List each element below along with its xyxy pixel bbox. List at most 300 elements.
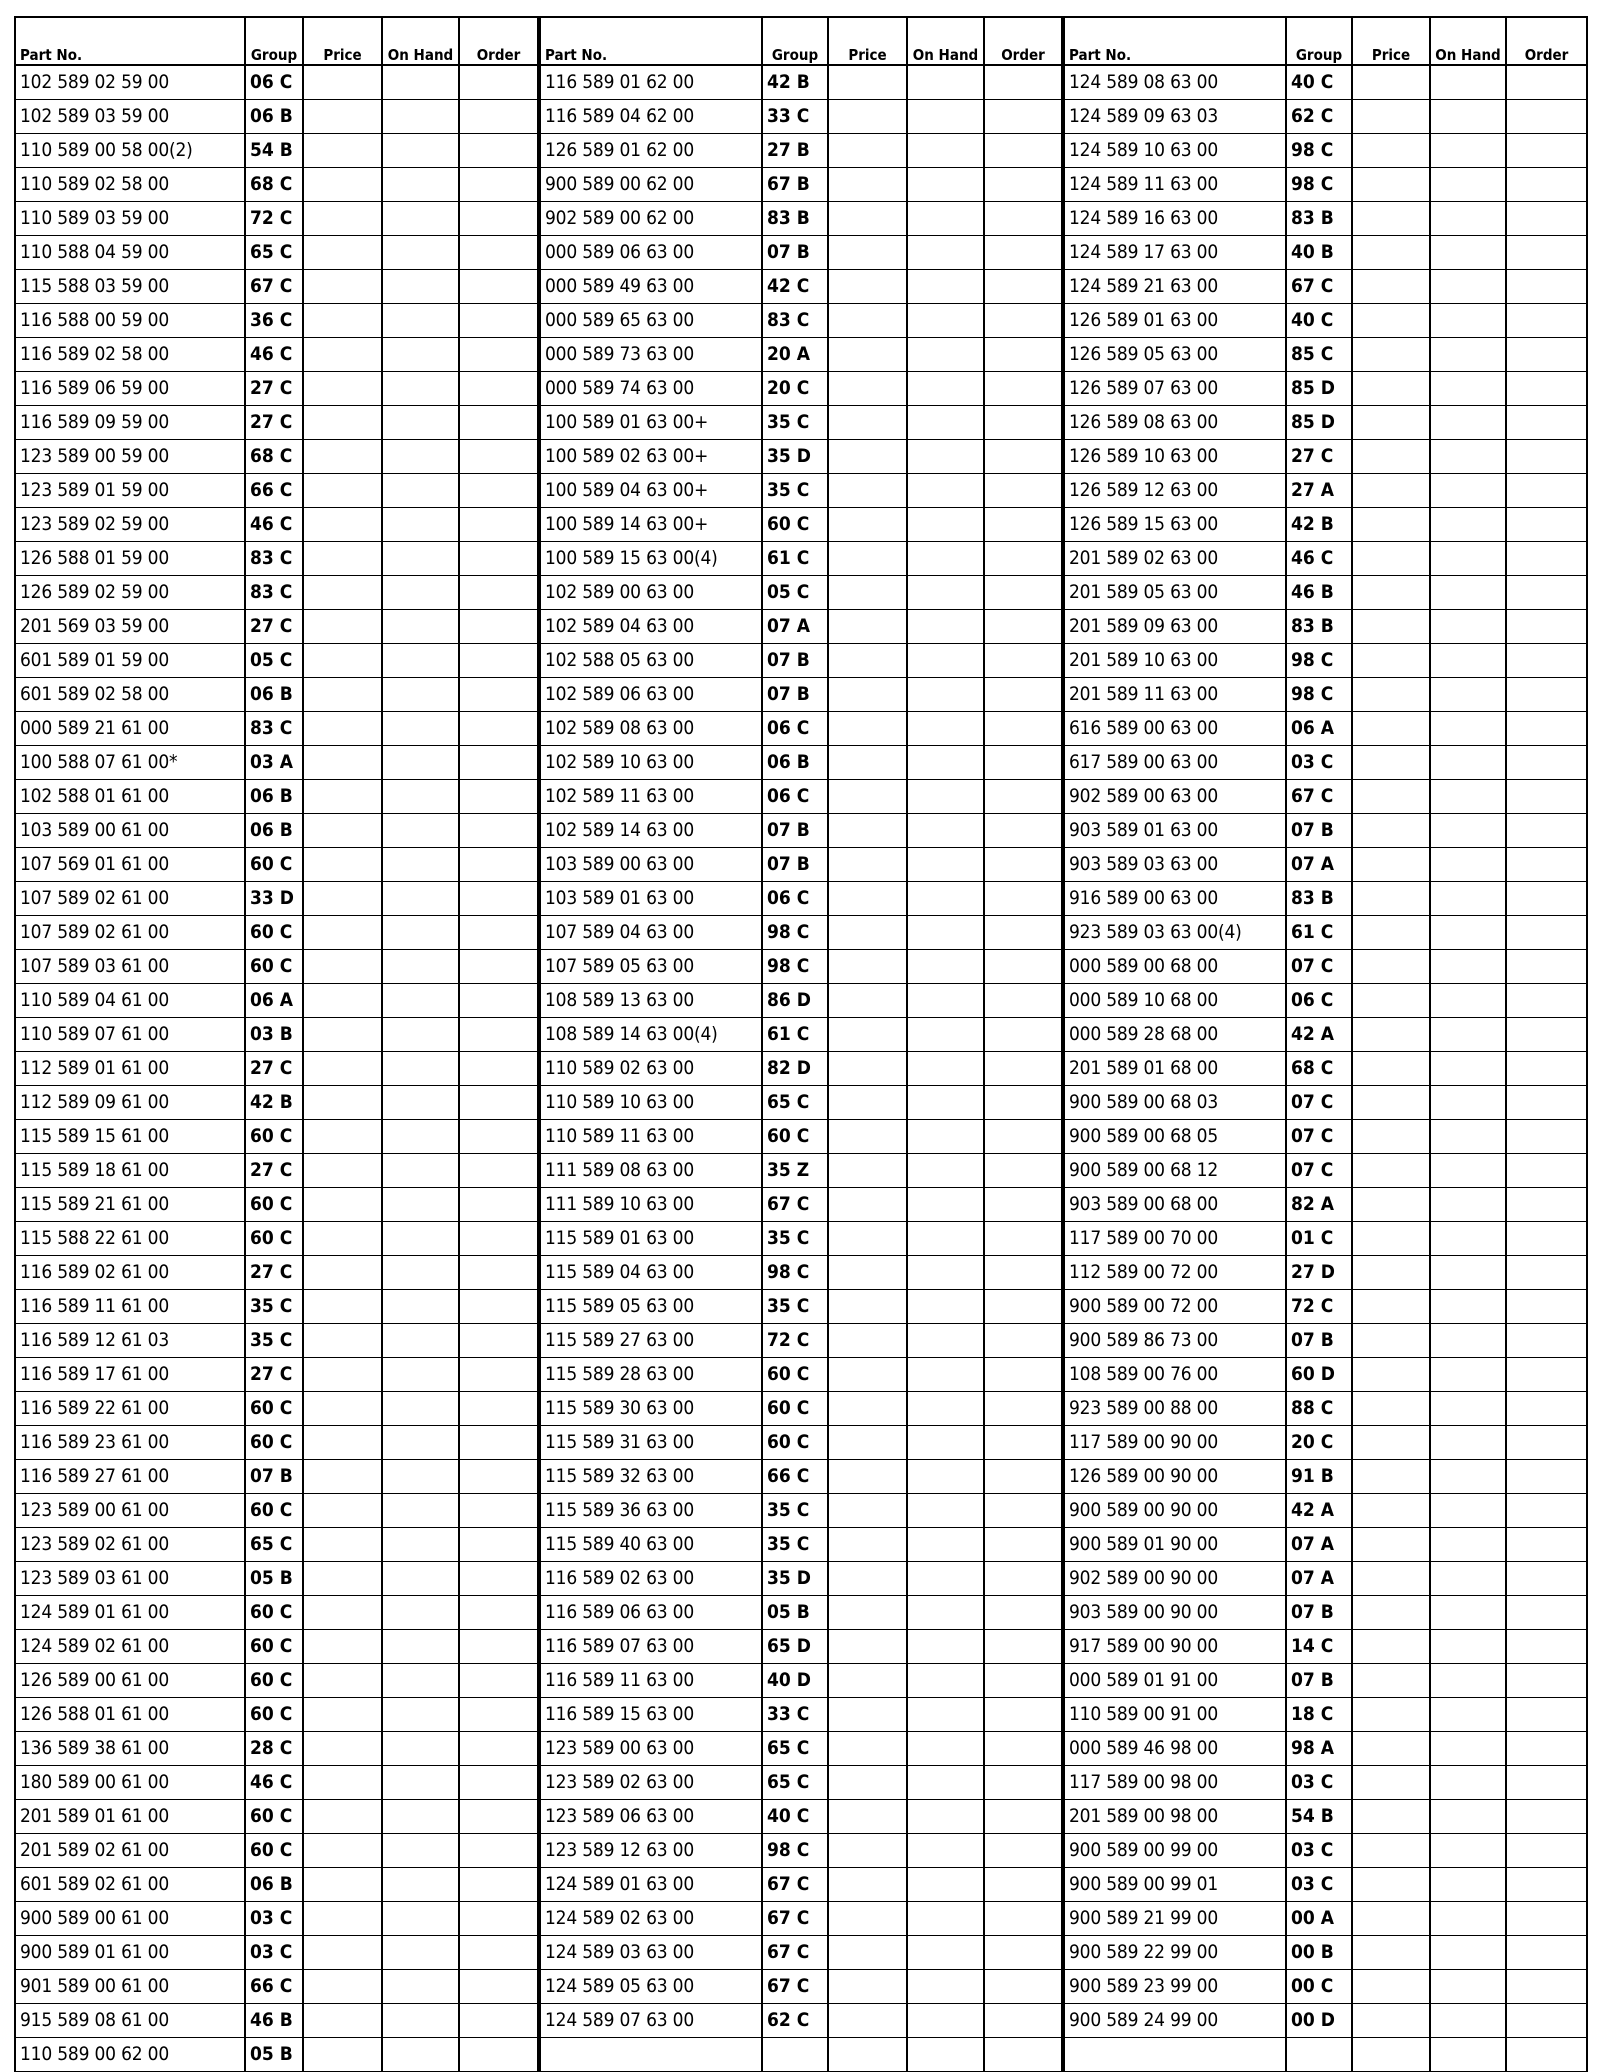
- on-hand-cell[interactable]: [382, 168, 459, 202]
- price-cell[interactable]: [1352, 814, 1430, 848]
- price-cell[interactable]: [828, 882, 907, 916]
- on-hand-cell[interactable]: [907, 1800, 984, 1834]
- on-hand-cell[interactable]: [382, 746, 459, 780]
- on-hand-cell[interactable]: [382, 1528, 459, 1562]
- on-hand-cell[interactable]: [907, 1970, 984, 2004]
- order-cell[interactable]: [459, 984, 538, 1018]
- on-hand-cell[interactable]: [907, 746, 984, 780]
- order-cell[interactable]: [984, 1358, 1062, 1392]
- order-cell[interactable]: [459, 916, 538, 950]
- on-hand-cell[interactable]: [382, 65, 459, 100]
- on-hand-cell[interactable]: [382, 270, 459, 304]
- order-cell[interactable]: [1506, 1868, 1587, 1902]
- order-cell[interactable]: [459, 134, 538, 168]
- on-hand-cell[interactable]: [907, 1766, 984, 1800]
- on-hand-cell[interactable]: [382, 1052, 459, 1086]
- order-cell[interactable]: [984, 1052, 1062, 1086]
- price-cell[interactable]: [1352, 780, 1430, 814]
- on-hand-cell[interactable]: [1430, 916, 1506, 950]
- order-cell[interactable]: [459, 1732, 538, 1766]
- price-cell[interactable]: [828, 678, 907, 712]
- on-hand-cell[interactable]: [907, 1256, 984, 1290]
- price-cell[interactable]: [1352, 2038, 1430, 2072]
- order-cell[interactable]: [1506, 202, 1587, 236]
- on-hand-cell[interactable]: [382, 1834, 459, 1868]
- price-cell[interactable]: [828, 406, 907, 440]
- price-cell[interactable]: [828, 1052, 907, 1086]
- on-hand-cell[interactable]: [907, 984, 984, 1018]
- order-cell[interactable]: [1506, 1494, 1587, 1528]
- on-hand-cell[interactable]: [382, 1494, 459, 1528]
- order-cell[interactable]: [984, 610, 1062, 644]
- order-cell[interactable]: [1506, 440, 1587, 474]
- order-cell[interactable]: [984, 440, 1062, 474]
- on-hand-cell[interactable]: [1430, 780, 1506, 814]
- price-cell[interactable]: [828, 1562, 907, 1596]
- on-hand-cell[interactable]: [1430, 1868, 1506, 1902]
- order-cell[interactable]: [1506, 712, 1587, 746]
- price-cell[interactable]: [303, 168, 382, 202]
- order-cell[interactable]: [459, 1834, 538, 1868]
- on-hand-cell[interactable]: [1430, 1630, 1506, 1664]
- price-cell[interactable]: [303, 1358, 382, 1392]
- order-cell[interactable]: [984, 1392, 1062, 1426]
- price-cell[interactable]: [303, 1868, 382, 1902]
- price-cell[interactable]: [303, 1154, 382, 1188]
- on-hand-cell[interactable]: [382, 100, 459, 134]
- price-cell[interactable]: [303, 65, 382, 100]
- order-cell[interactable]: [984, 1630, 1062, 1664]
- order-cell[interactable]: [459, 712, 538, 746]
- price-cell[interactable]: [828, 576, 907, 610]
- price-cell[interactable]: [303, 916, 382, 950]
- order-cell[interactable]: [1506, 916, 1587, 950]
- order-cell[interactable]: [459, 1868, 538, 1902]
- price-cell[interactable]: [1352, 372, 1430, 406]
- price-cell[interactable]: [828, 1766, 907, 1800]
- price-cell[interactable]: [828, 1664, 907, 1698]
- on-hand-cell[interactable]: [1430, 304, 1506, 338]
- on-hand-cell[interactable]: [1430, 1460, 1506, 1494]
- on-hand-cell[interactable]: [382, 1596, 459, 1630]
- price-cell[interactable]: [1352, 1698, 1430, 1732]
- order-cell[interactable]: [1506, 542, 1587, 576]
- on-hand-cell[interactable]: [1430, 1324, 1506, 1358]
- order-cell[interactable]: [984, 65, 1062, 100]
- price-cell[interactable]: [1352, 950, 1430, 984]
- on-hand-cell[interactable]: [382, 1970, 459, 2004]
- on-hand-cell[interactable]: [382, 1256, 459, 1290]
- order-cell[interactable]: [459, 1154, 538, 1188]
- price-cell[interactable]: [303, 1494, 382, 1528]
- order-cell[interactable]: [984, 1868, 1062, 1902]
- on-hand-cell[interactable]: [1430, 1154, 1506, 1188]
- price-cell[interactable]: [828, 950, 907, 984]
- on-hand-cell[interactable]: [1430, 1222, 1506, 1256]
- on-hand-cell[interactable]: [1430, 542, 1506, 576]
- order-cell[interactable]: [459, 1392, 538, 1426]
- price-cell[interactable]: [1352, 1188, 1430, 1222]
- order-cell[interactable]: [984, 1324, 1062, 1358]
- on-hand-cell[interactable]: [382, 780, 459, 814]
- price-cell[interactable]: [828, 100, 907, 134]
- order-cell[interactable]: [1506, 882, 1587, 916]
- price-cell[interactable]: [828, 304, 907, 338]
- price-cell[interactable]: [303, 1256, 382, 1290]
- price-cell[interactable]: [828, 1154, 907, 1188]
- price-cell[interactable]: [303, 1018, 382, 1052]
- order-cell[interactable]: [984, 1188, 1062, 1222]
- order-cell[interactable]: [984, 338, 1062, 372]
- price-cell[interactable]: [303, 100, 382, 134]
- order-cell[interactable]: [459, 780, 538, 814]
- on-hand-cell[interactable]: [382, 1290, 459, 1324]
- on-hand-cell[interactable]: [907, 678, 984, 712]
- price-cell[interactable]: [1352, 65, 1430, 100]
- order-cell[interactable]: [984, 1086, 1062, 1120]
- on-hand-cell[interactable]: [382, 848, 459, 882]
- order-cell[interactable]: [1506, 746, 1587, 780]
- price-cell[interactable]: [303, 678, 382, 712]
- order-cell[interactable]: [459, 65, 538, 100]
- on-hand-cell[interactable]: [907, 712, 984, 746]
- order-cell[interactable]: [1506, 1018, 1587, 1052]
- order-cell[interactable]: [459, 542, 538, 576]
- price-cell[interactable]: [828, 712, 907, 746]
- order-cell[interactable]: [459, 814, 538, 848]
- on-hand-cell[interactable]: [907, 1698, 984, 1732]
- price-cell[interactable]: [303, 1188, 382, 1222]
- price-cell[interactable]: [303, 1392, 382, 1426]
- on-hand-cell[interactable]: [382, 1018, 459, 1052]
- price-cell[interactable]: [303, 1562, 382, 1596]
- price-cell[interactable]: [828, 134, 907, 168]
- price-cell[interactable]: [1352, 1018, 1430, 1052]
- price-cell[interactable]: [303, 1834, 382, 1868]
- order-cell[interactable]: [459, 1120, 538, 1154]
- on-hand-cell[interactable]: [1430, 814, 1506, 848]
- on-hand-cell[interactable]: [907, 168, 984, 202]
- on-hand-cell[interactable]: [907, 1086, 984, 1120]
- on-hand-cell[interactable]: [907, 236, 984, 270]
- order-cell[interactable]: [459, 1358, 538, 1392]
- on-hand-cell[interactable]: [1430, 1970, 1506, 2004]
- order-cell[interactable]: [1506, 1426, 1587, 1460]
- on-hand-cell[interactable]: [1430, 1494, 1506, 1528]
- order-cell[interactable]: [984, 542, 1062, 576]
- price-cell[interactable]: [828, 1324, 907, 1358]
- on-hand-cell[interactable]: [907, 1494, 984, 1528]
- on-hand-cell[interactable]: [382, 1222, 459, 1256]
- order-cell[interactable]: [1506, 2038, 1587, 2072]
- on-hand-cell[interactable]: [907, 474, 984, 508]
- price-cell[interactable]: [303, 406, 382, 440]
- order-cell[interactable]: [984, 1800, 1062, 1834]
- price-cell[interactable]: [828, 610, 907, 644]
- price-cell[interactable]: [303, 780, 382, 814]
- order-cell[interactable]: [459, 678, 538, 712]
- on-hand-cell[interactable]: [907, 1936, 984, 1970]
- on-hand-cell[interactable]: [1430, 440, 1506, 474]
- order-cell[interactable]: [459, 1426, 538, 1460]
- on-hand-cell[interactable]: [1430, 1902, 1506, 1936]
- order-cell[interactable]: [984, 2004, 1062, 2038]
- order-cell[interactable]: [459, 270, 538, 304]
- order-cell[interactable]: [1506, 780, 1587, 814]
- order-cell[interactable]: [984, 1154, 1062, 1188]
- on-hand-cell[interactable]: [382, 372, 459, 406]
- price-cell[interactable]: [828, 168, 907, 202]
- price-cell[interactable]: [828, 1222, 907, 1256]
- order-cell[interactable]: [459, 848, 538, 882]
- on-hand-cell[interactable]: [382, 1562, 459, 1596]
- order-cell[interactable]: [984, 1902, 1062, 1936]
- price-cell[interactable]: [303, 1596, 382, 1630]
- on-hand-cell[interactable]: [1430, 1528, 1506, 1562]
- order-cell[interactable]: [459, 610, 538, 644]
- price-cell[interactable]: [828, 780, 907, 814]
- price-cell[interactable]: [1352, 1460, 1430, 1494]
- order-cell[interactable]: [1506, 372, 1587, 406]
- on-hand-cell[interactable]: [907, 1902, 984, 1936]
- price-cell[interactable]: [1352, 270, 1430, 304]
- order-cell[interactable]: [1506, 1086, 1587, 1120]
- on-hand-cell[interactable]: [907, 1154, 984, 1188]
- price-cell[interactable]: [1352, 1324, 1430, 1358]
- on-hand-cell[interactable]: [382, 644, 459, 678]
- on-hand-cell[interactable]: [382, 1358, 459, 1392]
- on-hand-cell[interactable]: [907, 1324, 984, 1358]
- order-cell[interactable]: [459, 644, 538, 678]
- price-cell[interactable]: [1352, 1970, 1430, 2004]
- order-cell[interactable]: [1506, 1732, 1587, 1766]
- on-hand-cell[interactable]: [907, 134, 984, 168]
- price-cell[interactable]: [1352, 1800, 1430, 1834]
- order-cell[interactable]: [984, 916, 1062, 950]
- on-hand-cell[interactable]: [1430, 1800, 1506, 1834]
- on-hand-cell[interactable]: [382, 2004, 459, 2038]
- on-hand-cell[interactable]: [1430, 1664, 1506, 1698]
- order-cell[interactable]: [984, 508, 1062, 542]
- price-cell[interactable]: [828, 1902, 907, 1936]
- on-hand-cell[interactable]: [382, 304, 459, 338]
- on-hand-cell[interactable]: [382, 678, 459, 712]
- on-hand-cell[interactable]: [382, 440, 459, 474]
- order-cell[interactable]: [984, 134, 1062, 168]
- on-hand-cell[interactable]: [382, 984, 459, 1018]
- order-cell[interactable]: [459, 202, 538, 236]
- price-cell[interactable]: [303, 1528, 382, 1562]
- on-hand-cell[interactable]: [382, 1154, 459, 1188]
- order-cell[interactable]: [459, 1290, 538, 1324]
- on-hand-cell[interactable]: [1430, 474, 1506, 508]
- on-hand-cell[interactable]: [907, 406, 984, 440]
- on-hand-cell[interactable]: [1430, 576, 1506, 610]
- on-hand-cell[interactable]: [382, 134, 459, 168]
- on-hand-cell[interactable]: [1430, 712, 1506, 746]
- order-cell[interactable]: [984, 1528, 1062, 1562]
- on-hand-cell[interactable]: [907, 780, 984, 814]
- order-cell[interactable]: [1506, 270, 1587, 304]
- order-cell[interactable]: [459, 1562, 538, 1596]
- order-cell[interactable]: [459, 1936, 538, 1970]
- on-hand-cell[interactable]: [382, 610, 459, 644]
- order-cell[interactable]: [459, 440, 538, 474]
- order-cell[interactable]: [1506, 1120, 1587, 1154]
- price-cell[interactable]: [1352, 1358, 1430, 1392]
- order-cell[interactable]: [984, 270, 1062, 304]
- price-cell[interactable]: [1352, 916, 1430, 950]
- price-cell[interactable]: [303, 1630, 382, 1664]
- price-cell[interactable]: [303, 1732, 382, 1766]
- order-cell[interactable]: [984, 576, 1062, 610]
- price-cell[interactable]: [303, 508, 382, 542]
- price-cell[interactable]: [828, 746, 907, 780]
- on-hand-cell[interactable]: [1430, 1018, 1506, 1052]
- order-cell[interactable]: [459, 2004, 538, 2038]
- price-cell[interactable]: [1352, 1256, 1430, 1290]
- price-cell[interactable]: [303, 576, 382, 610]
- price-cell[interactable]: [828, 508, 907, 542]
- price-cell[interactable]: [1352, 1120, 1430, 1154]
- order-cell[interactable]: [1506, 236, 1587, 270]
- price-cell[interactable]: [828, 1834, 907, 1868]
- price-cell[interactable]: [303, 984, 382, 1018]
- on-hand-cell[interactable]: [1430, 1256, 1506, 1290]
- order-cell[interactable]: [459, 168, 538, 202]
- order-cell[interactable]: [984, 644, 1062, 678]
- order-cell[interactable]: [459, 1324, 538, 1358]
- order-cell[interactable]: [984, 1460, 1062, 1494]
- order-cell[interactable]: [984, 1426, 1062, 1460]
- order-cell[interactable]: [1506, 1256, 1587, 1290]
- price-cell[interactable]: [1352, 1834, 1430, 1868]
- order-cell[interactable]: [459, 1052, 538, 1086]
- price-cell[interactable]: [303, 814, 382, 848]
- on-hand-cell[interactable]: [382, 508, 459, 542]
- price-cell[interactable]: [303, 610, 382, 644]
- order-cell[interactable]: [459, 882, 538, 916]
- on-hand-cell[interactable]: [907, 1426, 984, 1460]
- order-cell[interactable]: [459, 1528, 538, 1562]
- price-cell[interactable]: [303, 474, 382, 508]
- order-cell[interactable]: [1506, 338, 1587, 372]
- order-cell[interactable]: [1506, 1154, 1587, 1188]
- on-hand-cell[interactable]: [1430, 270, 1506, 304]
- on-hand-cell[interactable]: [907, 508, 984, 542]
- price-cell[interactable]: [303, 1120, 382, 1154]
- order-cell[interactable]: [984, 848, 1062, 882]
- on-hand-cell[interactable]: [382, 1426, 459, 1460]
- order-cell[interactable]: [984, 712, 1062, 746]
- order-cell[interactable]: [1506, 100, 1587, 134]
- order-cell[interactable]: [459, 1902, 538, 1936]
- price-cell[interactable]: [1352, 610, 1430, 644]
- on-hand-cell[interactable]: [1430, 1188, 1506, 1222]
- on-hand-cell[interactable]: [382, 1732, 459, 1766]
- on-hand-cell[interactable]: [907, 950, 984, 984]
- price-cell[interactable]: [303, 134, 382, 168]
- price-cell[interactable]: [303, 644, 382, 678]
- on-hand-cell[interactable]: [382, 1086, 459, 1120]
- order-cell[interactable]: [1506, 1324, 1587, 1358]
- on-hand-cell[interactable]: [907, 1596, 984, 1630]
- on-hand-cell[interactable]: [1430, 882, 1506, 916]
- price-cell[interactable]: [1352, 304, 1430, 338]
- on-hand-cell[interactable]: [907, 1732, 984, 1766]
- price-cell[interactable]: [828, 1970, 907, 2004]
- on-hand-cell[interactable]: [382, 2038, 459, 2072]
- order-cell[interactable]: [1506, 1222, 1587, 1256]
- price-cell[interactable]: [303, 1222, 382, 1256]
- order-cell[interactable]: [459, 1664, 538, 1698]
- on-hand-cell[interactable]: [907, 542, 984, 576]
- on-hand-cell[interactable]: [907, 2004, 984, 2038]
- order-cell[interactable]: [984, 1256, 1062, 1290]
- order-cell[interactable]: [459, 2038, 538, 2072]
- order-cell[interactable]: [1506, 678, 1587, 712]
- price-cell[interactable]: [828, 1392, 907, 1426]
- order-cell[interactable]: [984, 168, 1062, 202]
- order-cell[interactable]: [984, 1664, 1062, 1698]
- price-cell[interactable]: [828, 1256, 907, 1290]
- price-cell[interactable]: [1352, 1732, 1430, 1766]
- on-hand-cell[interactable]: [907, 202, 984, 236]
- on-hand-cell[interactable]: [382, 814, 459, 848]
- price-cell[interactable]: [828, 1120, 907, 1154]
- price-cell[interactable]: [1352, 1902, 1430, 1936]
- on-hand-cell[interactable]: [1430, 1120, 1506, 1154]
- price-cell[interactable]: [1352, 1290, 1430, 1324]
- order-cell[interactable]: [459, 576, 538, 610]
- order-cell[interactable]: [984, 950, 1062, 984]
- price-cell[interactable]: [1352, 1528, 1430, 1562]
- on-hand-cell[interactable]: [907, 1834, 984, 1868]
- on-hand-cell[interactable]: [382, 202, 459, 236]
- on-hand-cell[interactable]: [382, 882, 459, 916]
- price-cell[interactable]: [1352, 1392, 1430, 1426]
- price-cell[interactable]: [828, 270, 907, 304]
- on-hand-cell[interactable]: [1430, 508, 1506, 542]
- on-hand-cell[interactable]: [382, 712, 459, 746]
- order-cell[interactable]: [459, 746, 538, 780]
- price-cell[interactable]: [828, 644, 907, 678]
- on-hand-cell[interactable]: [907, 1562, 984, 1596]
- on-hand-cell[interactable]: [1430, 100, 1506, 134]
- order-cell[interactable]: [984, 304, 1062, 338]
- price-cell[interactable]: [828, 1358, 907, 1392]
- order-cell[interactable]: [1506, 1630, 1587, 1664]
- on-hand-cell[interactable]: [907, 1528, 984, 1562]
- price-cell[interactable]: [1352, 882, 1430, 916]
- on-hand-cell[interactable]: [907, 882, 984, 916]
- price-cell[interactable]: [828, 474, 907, 508]
- price-cell[interactable]: [1352, 202, 1430, 236]
- price-cell[interactable]: [1352, 2004, 1430, 2038]
- price-cell[interactable]: [303, 2004, 382, 2038]
- price-cell[interactable]: [303, 1086, 382, 1120]
- on-hand-cell[interactable]: [382, 916, 459, 950]
- on-hand-cell[interactable]: [382, 950, 459, 984]
- order-cell[interactable]: [984, 984, 1062, 1018]
- price-cell[interactable]: [303, 1766, 382, 1800]
- on-hand-cell[interactable]: [382, 1664, 459, 1698]
- price-cell[interactable]: [828, 916, 907, 950]
- order-cell[interactable]: [1506, 1358, 1587, 1392]
- price-cell[interactable]: [303, 882, 382, 916]
- price-cell[interactable]: [828, 1018, 907, 1052]
- order-cell[interactable]: [459, 1596, 538, 1630]
